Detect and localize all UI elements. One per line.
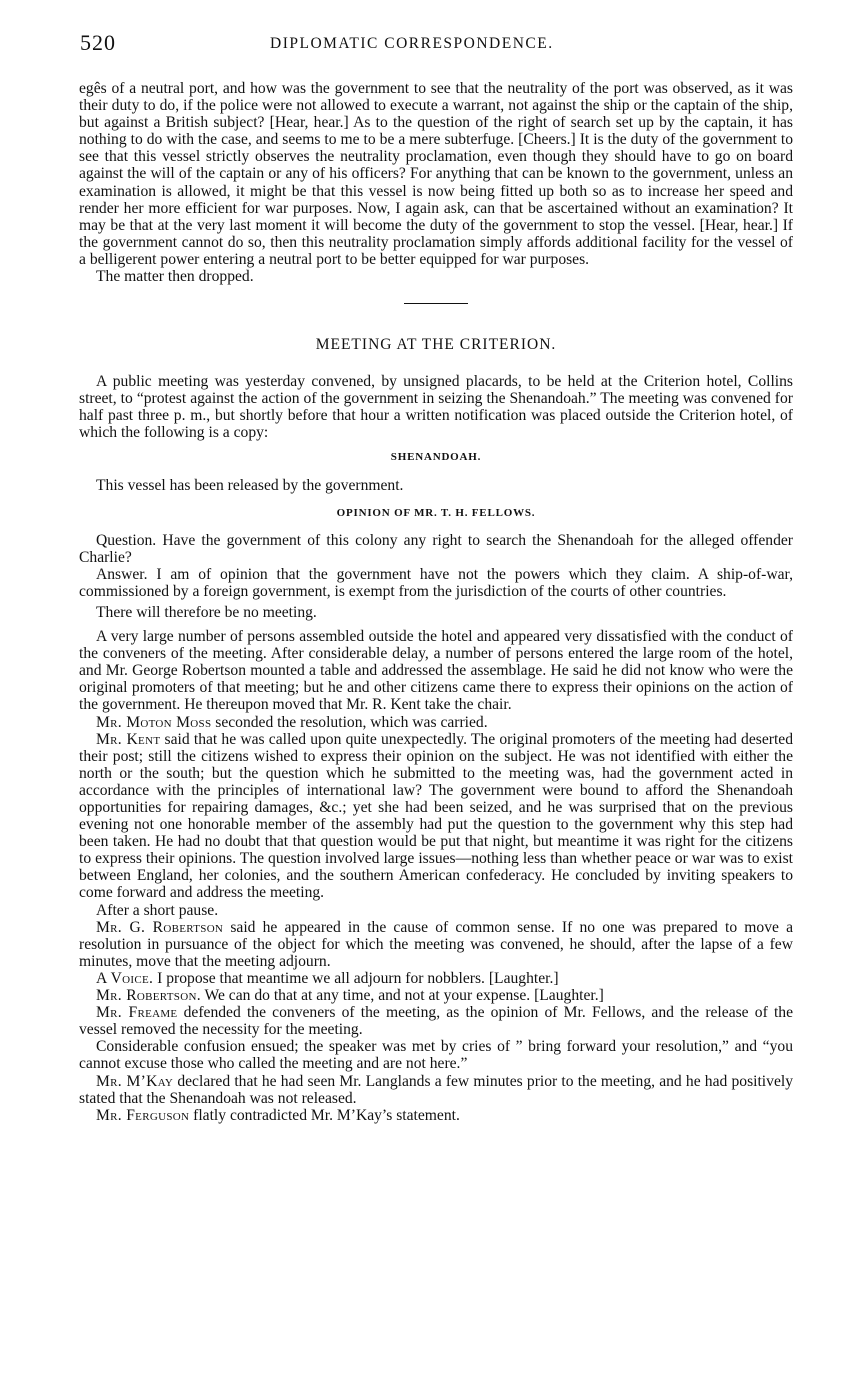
assembly-paragraph: A very large number of persons assembled outside the hotel and appeared very dissatisfied with the conduct of the conveners of the meeting. After considerable delay, a number of persons entered the large room of the hotel, and Mr. George Robertson mounted a table and addressed the assemblage. He said he did not know who were the original promoters of that meeting; but he and other citizens came there to express their opinions on the action of the government. He thereupon moved that Mr. R. Kent take the chair. xyxy=(79,628,793,714)
speaker-name: Mr. Moton Moss xyxy=(96,713,212,731)
speaker-name: Mr. Freame xyxy=(96,1004,178,1022)
page-header xyxy=(80,30,792,58)
speaker-name: Mr. Kent xyxy=(96,730,161,748)
speech-paragraph xyxy=(79,919,793,970)
notice-text: This vessel has been released by the government. xyxy=(96,476,404,494)
speech-text: seconded the resolution, which was carried. xyxy=(211,713,488,731)
speaker-name: Mr. G. Robertson xyxy=(96,918,224,936)
speech-paragraph xyxy=(79,1073,793,1107)
running-head: DIPLOMATIC CORRESPONDENCE. xyxy=(270,35,554,52)
speech-paragraph xyxy=(79,714,793,731)
speech-paragraph xyxy=(79,970,793,987)
no-meeting-paragraph: There will therefore be no meeting. xyxy=(96,603,317,621)
confusion-paragraph: Considerable confusion ensued; the speaker was met by cries of ” bring forward your resolution,” and “you cannot excuse those who called the meeting and are not here.” xyxy=(79,1038,793,1073)
closing-paragraph: The matter then dropped. xyxy=(96,268,254,286)
answer-paragraph: Answer. I am of opinion that the government have not the powers which they claim. A ship-of-war, commissioned by a foreign government, is exempt from the jurisdiction of the courts of other countries. xyxy=(79,565,793,600)
intro-paragraph: A public meeting was yesterday convened, by unsigned placards, to be held at the Criterion hotel, Collins street, to “protest against the action of the government in seizing the Shenandoah.” The meeting was convened for half past three p. m., but shortly before that hour a written notification was placed outside the Criterion hotel, of which the following is a copy: xyxy=(79,373,793,442)
pause-paragraph: After a short pause. xyxy=(96,901,219,919)
section-title: MEETING AT THE CRITERION. xyxy=(315,336,557,354)
speech-text: said that he was called upon quite unexpectedly. The original promoters of the meeting had deserted their post; still the citizens wished to express their opinion on the subject. He was not identified with either the north or the south; but the question which he submitted to the meeting was, had the government acted in accordance with the principles of international law? The government were bound to afford the Shenandoah opportunities for repairing damages, &c.; yet she had been seized, and he was surprised that on the previous evening not one honorable member of the assembly had put the question to the government why this step had been taken. He had no doubt that that question would be put that night, but meantime it was right for the citizens to express their opinions. The question involved large issues—nothing less than whether peace or war was to exist between England, her colonies, and the southern American confederacy. He concluded by inviting speakers to come forward and address the meeting. xyxy=(79,730,793,902)
speech-text: We can do that at any time, and not at your expense. [Laughter.] xyxy=(200,987,604,1005)
speech-paragraph xyxy=(79,1004,793,1038)
question-paragraph: Question. Have the government of this colony any right to search the Shenandoah for the alleged offender Charlie? xyxy=(79,531,793,566)
speech-text: declared that he had seen Mr. Langlands a few minutes prior to the meeting, and he had positively stated that the Shenandoah was not released. xyxy=(79,1072,793,1107)
section-divider xyxy=(404,303,468,304)
speech-text: flatly contradicted Mr. M’Kay’s statement. xyxy=(189,1106,460,1124)
notice-heading: SHENANDOAH. xyxy=(390,450,482,463)
speaker-name: Mr. Ferguson xyxy=(96,1106,190,1124)
speaker-name: Mr. Robertson. xyxy=(96,987,201,1005)
page-number: 520 xyxy=(80,30,116,55)
speech-paragraph xyxy=(79,731,793,902)
page-body xyxy=(79,80,793,1124)
opinion-heading: OPINION OF MR. T. H. FELLOWS. xyxy=(336,506,536,519)
continuation-paragraph: egês of a neutral port, and how was the government to see that the neutrality of the port was observed, as it was their duty to do, if the police were not allowed to execute a warrant, not against the ship or the captain of the ship, but against a British subject? [Hear, hear.] As to the question of the right of search set up by the captain, it has nothing to do with the case, and seems to me to be a mere subterfuge. [Cheers.] It is the duty of the government to see that this vessel strictly observes the neutrality proclamation, even though they should have to go on board against the will of the captain or any of his officers? For anything that can be known to the government, unless an examination is allowed, it might be that this vessel is now being fitted up both so as to increase her speed and render her more efficient for war purposes. Now, I again ask, can that be ascertained without an examination? It may be that at the very last moment it will become the duty of the government to stop the vessel. [Hear, hear.] If the government cannot do so, then this neutrality proclamation simply affords additional facility for the vessel of a belligerent power entering a neutral port to be better equipped for war purposes. xyxy=(79,80,793,268)
speaker-name: A Voice. xyxy=(96,969,154,987)
speech-paragraph xyxy=(79,1107,793,1124)
speech-text: I propose that meantime we all adjourn for nobblers. [Laughter.] xyxy=(153,969,559,987)
speech-text: defended the conveners of the meeting, as the opinion of Mr. Fellows, and the release of the vessel removed the necessity for the meeting. xyxy=(79,1004,793,1039)
speech-paragraph xyxy=(79,987,793,1004)
speaker-name: Mr. M’Kay xyxy=(96,1072,174,1090)
speech-text: said he appeared in the cause of common sense. If no one was prepared to move a resolution in pursuance of the object for which the meeting was convened, he should, after the lapse of a few minutes, move that the meeting adjourn. xyxy=(79,918,793,970)
